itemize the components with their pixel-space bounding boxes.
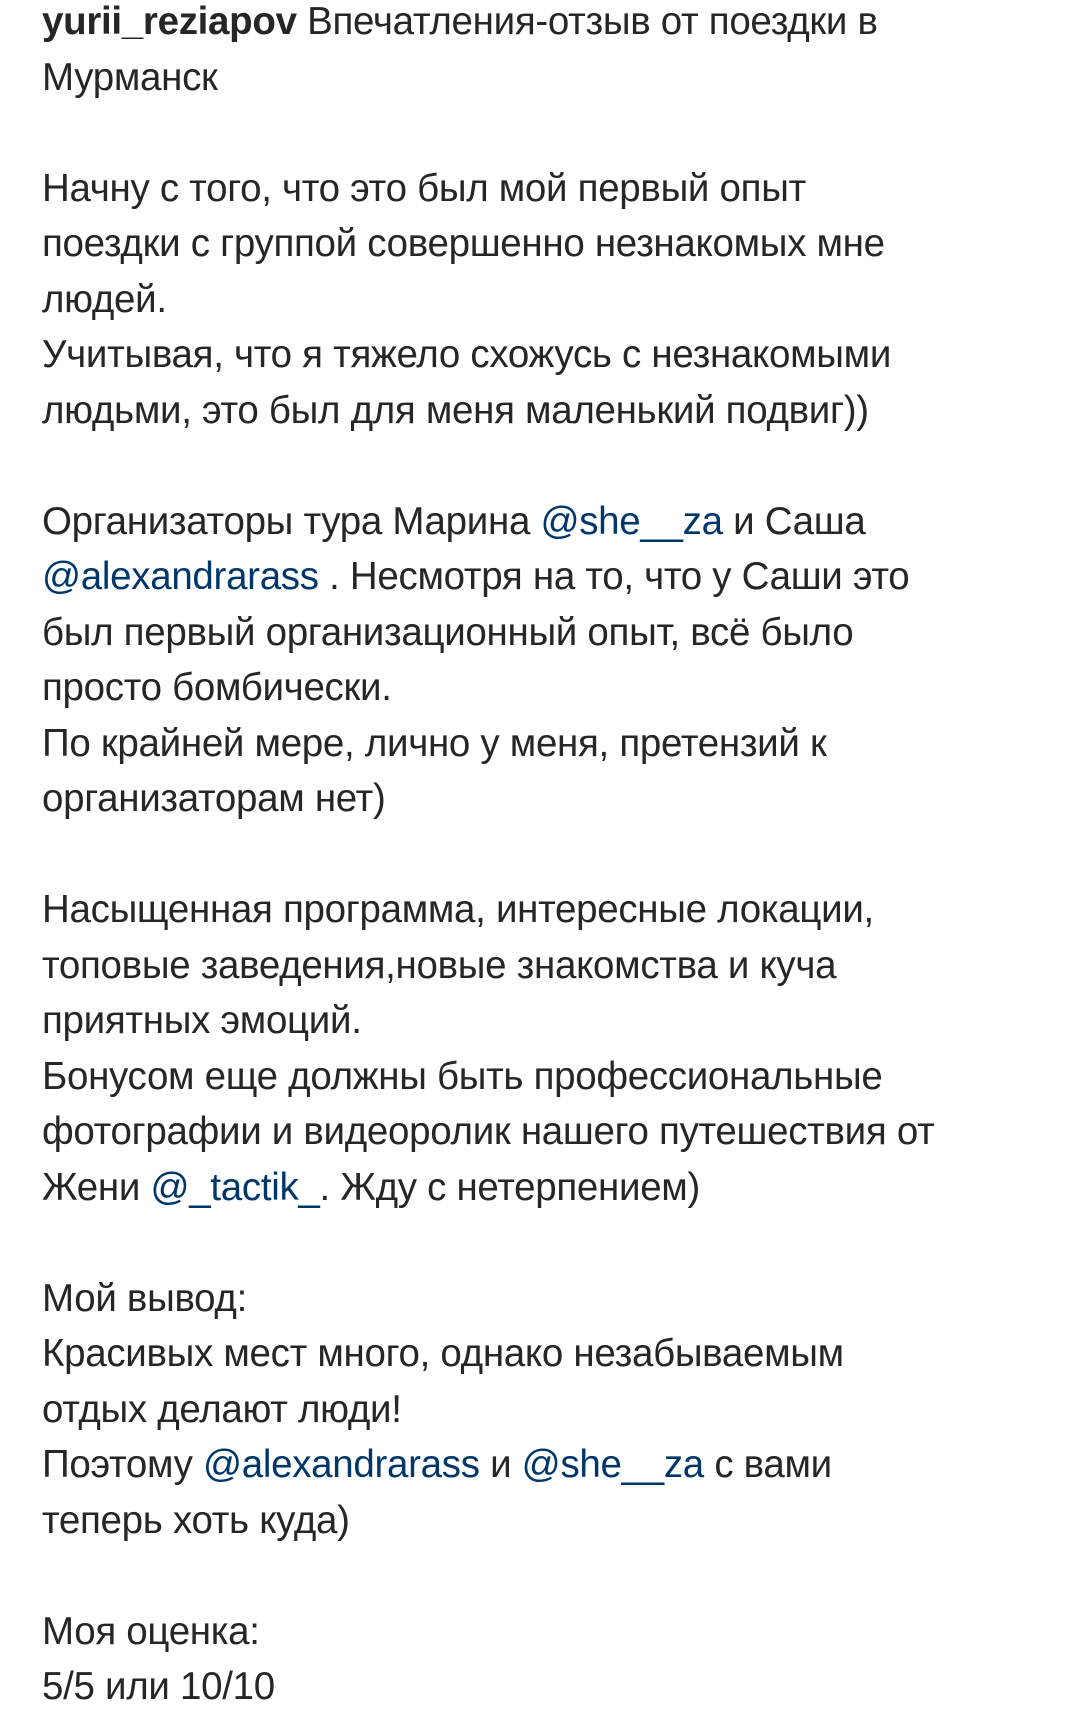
caption-text: . Жду с нетерпением): [319, 1165, 700, 1209]
caption-line: [42, 771, 1052, 827]
caption-line: [42, 660, 1052, 716]
caption-paragraph: [42, 882, 1052, 1215]
caption-text: Насыщенная программа, интересные локации,: [42, 888, 874, 931]
caption-paragraph: [42, 161, 1052, 439]
caption-text: отдых делают люди!: [42, 1387, 402, 1431]
caption-line: [42, 938, 1052, 994]
mention-link[interactable]: @she__za: [521, 1443, 704, 1486]
caption-line: [42, 0, 1052, 50]
caption-text: людьми, это был для меня маленький подвиг)): [42, 388, 869, 432]
caption-line: [42, 1049, 1052, 1105]
caption-line: [42, 993, 1052, 1049]
caption-text: топовые заведения,новые знакомства и куча: [42, 943, 837, 987]
caption-line: [42, 216, 1052, 272]
caption-line: [42, 1659, 1052, 1715]
caption-text: был первый организационный опыт, всё было: [42, 610, 854, 654]
caption-text: с вами: [703, 1443, 832, 1486]
caption-text: людей.: [42, 277, 167, 321]
caption-text: поездки с группой совершенно незнакомых мне: [42, 222, 885, 265]
caption-line: [42, 161, 1052, 217]
caption-line: [42, 1437, 1052, 1493]
caption-line: [42, 1382, 1052, 1438]
caption-text: Моя оценка:: [42, 1609, 260, 1653]
caption-text: фотографии и видеоролик нашего путешествия от: [42, 1110, 935, 1153]
caption-text: Организаторы тура Марина: [42, 499, 541, 543]
caption-line: [42, 882, 1052, 938]
caption-text: Жени: [42, 1165, 151, 1209]
mention-link[interactable]: @alexandrarass: [42, 555, 319, 598]
caption-line: [42, 1604, 1052, 1660]
caption-line: [42, 1160, 1052, 1216]
caption-text: Учитывая, что я тяжело схожусь с незнакомыми: [42, 333, 892, 376]
caption-line: [42, 1104, 1052, 1160]
caption-text: Поэтому: [42, 1443, 203, 1486]
caption-line: [42, 1493, 1052, 1549]
username-link[interactable]: yurii_reziapov: [42, 0, 297, 43]
caption-text: и: [479, 1443, 522, 1486]
caption-text: и Саша: [722, 499, 866, 543]
caption-text: 5/5 или 10/10: [42, 1665, 275, 1708]
caption-line: [42, 605, 1052, 661]
caption-text: Бонусом еще должны быть профессиональные: [42, 1054, 883, 1098]
caption-line: [42, 549, 1052, 605]
caption-text: Впечатления-отзыв от поездки в: [296, 0, 878, 43]
caption-text: организаторам нет): [42, 777, 386, 820]
caption-text: Красивых мест много, однако незабываемым: [42, 1332, 844, 1375]
caption-line: [42, 327, 1052, 383]
caption-text: Начну с того, что это был мой первый опыт: [42, 166, 806, 210]
caption-line: [42, 1326, 1052, 1382]
caption-text: просто бомбически.: [42, 666, 392, 709]
caption-paragraph: [42, 494, 1052, 827]
post-caption: [42, 0, 1052, 1715]
caption-text: По крайней мере, лично у меня, претензий к: [42, 721, 827, 765]
mention-link[interactable]: @she__za: [540, 499, 723, 543]
caption-paragraph: [42, 0, 1052, 105]
caption-paragraph: [42, 1271, 1052, 1549]
caption-text: Мурманск: [42, 55, 218, 99]
caption-text: теперь хоть куда): [42, 1498, 350, 1542]
mention-link[interactable]: @alexandrarass: [202, 1443, 480, 1486]
caption-line: [42, 1271, 1052, 1327]
caption-line: [42, 716, 1052, 772]
caption-text: приятных эмоций.: [42, 999, 362, 1042]
caption-line: [42, 50, 1052, 106]
mention-link[interactable]: @_tactik_: [150, 1165, 320, 1209]
caption-line: [42, 383, 1052, 439]
caption-text: Мой вывод:: [42, 1276, 247, 1320]
caption-line: [42, 272, 1052, 328]
caption-line: [42, 494, 1052, 550]
caption-text: . Несмотря на то, что у Саши это: [318, 555, 910, 598]
